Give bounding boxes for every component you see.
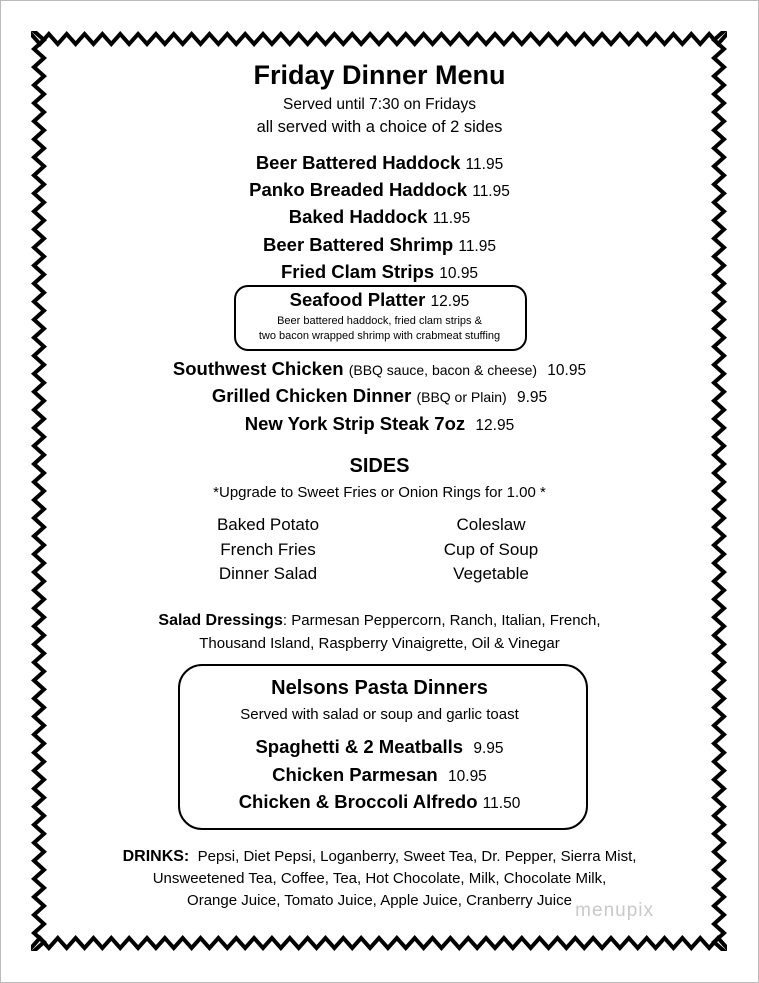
pasta-item: Chicken Parmesan 10.95 bbox=[272, 764, 487, 785]
sides-note-text: all served with a choice of 2 sides bbox=[256, 118, 503, 136]
menu-item: New York Strip Steak 7oz 12.95 bbox=[244, 413, 515, 434]
pasta-heading: Nelsons Pasta Dinners bbox=[271, 677, 488, 699]
seafood-platter-item: Seafood Platter 12.95 bbox=[289, 289, 470, 310]
menu-title: Friday Dinner Menu bbox=[253, 60, 506, 90]
side-item: Dinner Salad bbox=[218, 564, 318, 583]
menu-item: Baked Haddock 11.95 bbox=[288, 206, 471, 227]
sides-upgrade-note: *Upgrade to Sweet Fries or Onion Rings for 1.00 * bbox=[213, 484, 546, 501]
menu-item: Beer Battered Shrimp 11.95 bbox=[263, 234, 496, 255]
side-item: French Fries bbox=[220, 539, 316, 559]
menu-item: Beer Battered Haddock 11.95 bbox=[255, 152, 504, 173]
pasta-item: Spaghetti & 2 Meatballs 9.95 bbox=[255, 736, 504, 757]
sides-heading: SIDES bbox=[349, 455, 410, 477]
sides-left-column bbox=[188, 513, 348, 587]
zigzag-strip bbox=[31, 31, 727, 47]
side-item: Baked Potato bbox=[216, 515, 320, 534]
served-until-text: Served until 7:30 on Fridays bbox=[283, 96, 476, 113]
menu-item: Grilled Chicken Dinner (BBQ or Plain) 9.95 bbox=[211, 385, 548, 406]
side-item: Cup of Soup bbox=[443, 539, 539, 559]
seafood-platter-desc: Beer battered haddock, fried clam strips & two bacon wrapped shrimp with crabmeat stuffing bbox=[258, 315, 501, 342]
salad-dressings: Salad Dressings: Parmesan Peppercorn, Ranch, Italian, French, Thousand Island, Raspberry Vinaigrette, Oil & Vinegar bbox=[158, 612, 601, 652]
drinks-list: DRINKS: Pepsi, Diet Pepsi, Loganberry, Sweet Tea, Dr. Pepper, Sierra Mist, Unsweetened Tea, Coffee, Tea, Hot Chocolate, Milk, Chocolate Milk, Orange Juice, Tomato Juice, Apple Juice, Cranberry Juice bbox=[122, 848, 637, 909]
zigzag-strip bbox=[31, 935, 727, 951]
salad-dressings-label: Salad Dressings bbox=[158, 612, 283, 629]
side-item: Vegetable bbox=[453, 564, 529, 583]
menupix-watermark: menupix bbox=[575, 900, 654, 921]
menu-item: Fried Clam Strips 10.95 bbox=[280, 261, 479, 282]
side-item: Coleslaw bbox=[456, 515, 526, 534]
pasta-item: Chicken & Broccoli Alfredo 11.50 bbox=[238, 791, 521, 812]
menu-item: Southwest Chicken (BBQ sauce, bacon & cheese) 10.95 bbox=[172, 358, 587, 379]
pasta-sub: Served with salad or soup and garlic toast bbox=[240, 706, 519, 723]
sides-right-column bbox=[411, 513, 571, 587]
drinks-label: DRINKS: bbox=[122, 848, 190, 865]
menu-item: Panko Breaded Haddock 11.95 bbox=[249, 179, 510, 200]
